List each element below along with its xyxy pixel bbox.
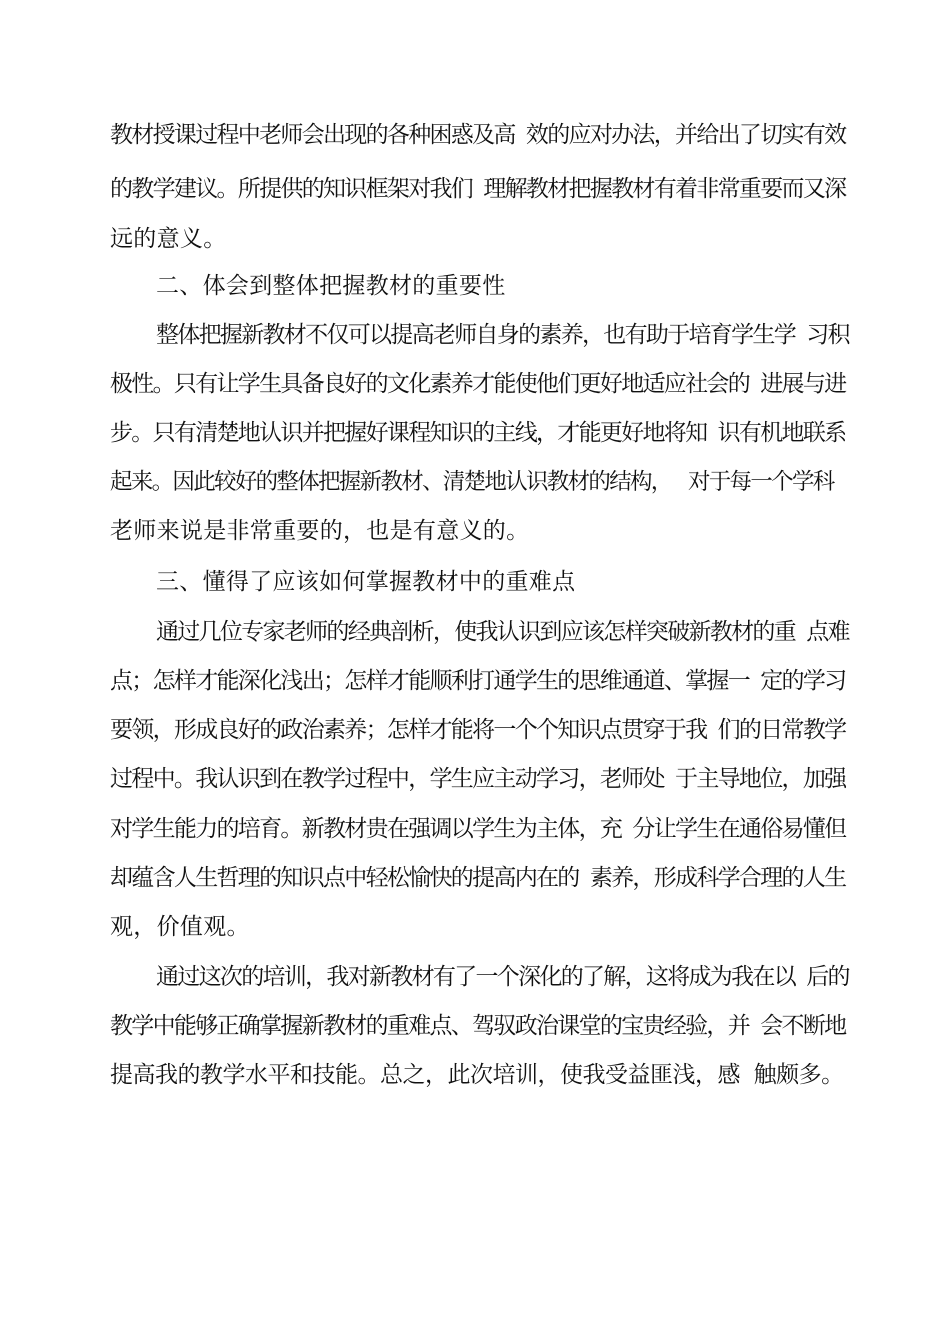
text-line: 提高我的教学水平和技能。总之，此次培训，使我受益匪浅，感 触颇多。 [110,1062,844,1088]
text-line: 要领，形成良好的政治素养；怎样才能将一个个知识点贯穿于我 们的日常教学 [110,717,846,743]
text-line: 极性。只有让学生具备良好的文化素养才能使他们更好地适应社会的 进展与进 [110,371,846,397]
text-line: 过程中。我认识到在教学过程中，学生应主动学习，老师处 于主导地位，加强 [110,766,846,792]
text-line: 整体把握新教材不仅可以提高老师自身的素养，也有助于培育学生学 习积 [156,322,849,348]
text-line: 远的意义。 [110,226,227,252]
text-line: 观，价值观。 [110,914,250,940]
text-line: 点；怎样才能深化浅出；怎样才能顺利打通学生的思维通道、掌握一 定的学习 [110,668,846,694]
text-line: 通过几位专家老师的经典剖析，使我认识到应该怎样突破新教材的重 点难 [156,619,849,645]
section-heading-3: 三、懂得了应该如何掌握教材中的重难点 [156,569,576,595]
text-line: 对学生能力的培育。新教材贵在强调以学生为主体，充 分让学生在通俗易懂但 [110,816,846,842]
text-line: 的教学建议。所提供的知识框架对我们 理解教材把握教材有着非常重要而又深 [110,176,846,202]
text-line: 通过这次的培训，我对新教材有了一个深化的了解，这将成为我在以 后的 [156,964,849,990]
text-line: 步。只有清楚地认识并把握好课程知识的主线，才能更好地将知 识有机地联系 [110,420,846,446]
text-line: 老师来说是非常重要的，也是有意义的。 [110,518,530,544]
section-heading-2: 二、体会到整体把握教材的重要性 [156,273,506,299]
text-line: 起来。因此较好的整体把握新教材、清楚地认识教材的结构， 对于每一个学科 [110,469,834,495]
text-line: 教材授课过程中老师会出现的各种困惑及高 效的应对办法，并给出了切实有效 [110,122,846,148]
text-line: 却蕴含人生哲理的知识点中轻松愉快的提高内在的 素养，形成科学合理的人生 [110,865,846,891]
text-line: 教学中能够正确掌握新教材的重难点、驾驭政治课堂的宝贵经验，并 会不断地 [110,1013,846,1039]
